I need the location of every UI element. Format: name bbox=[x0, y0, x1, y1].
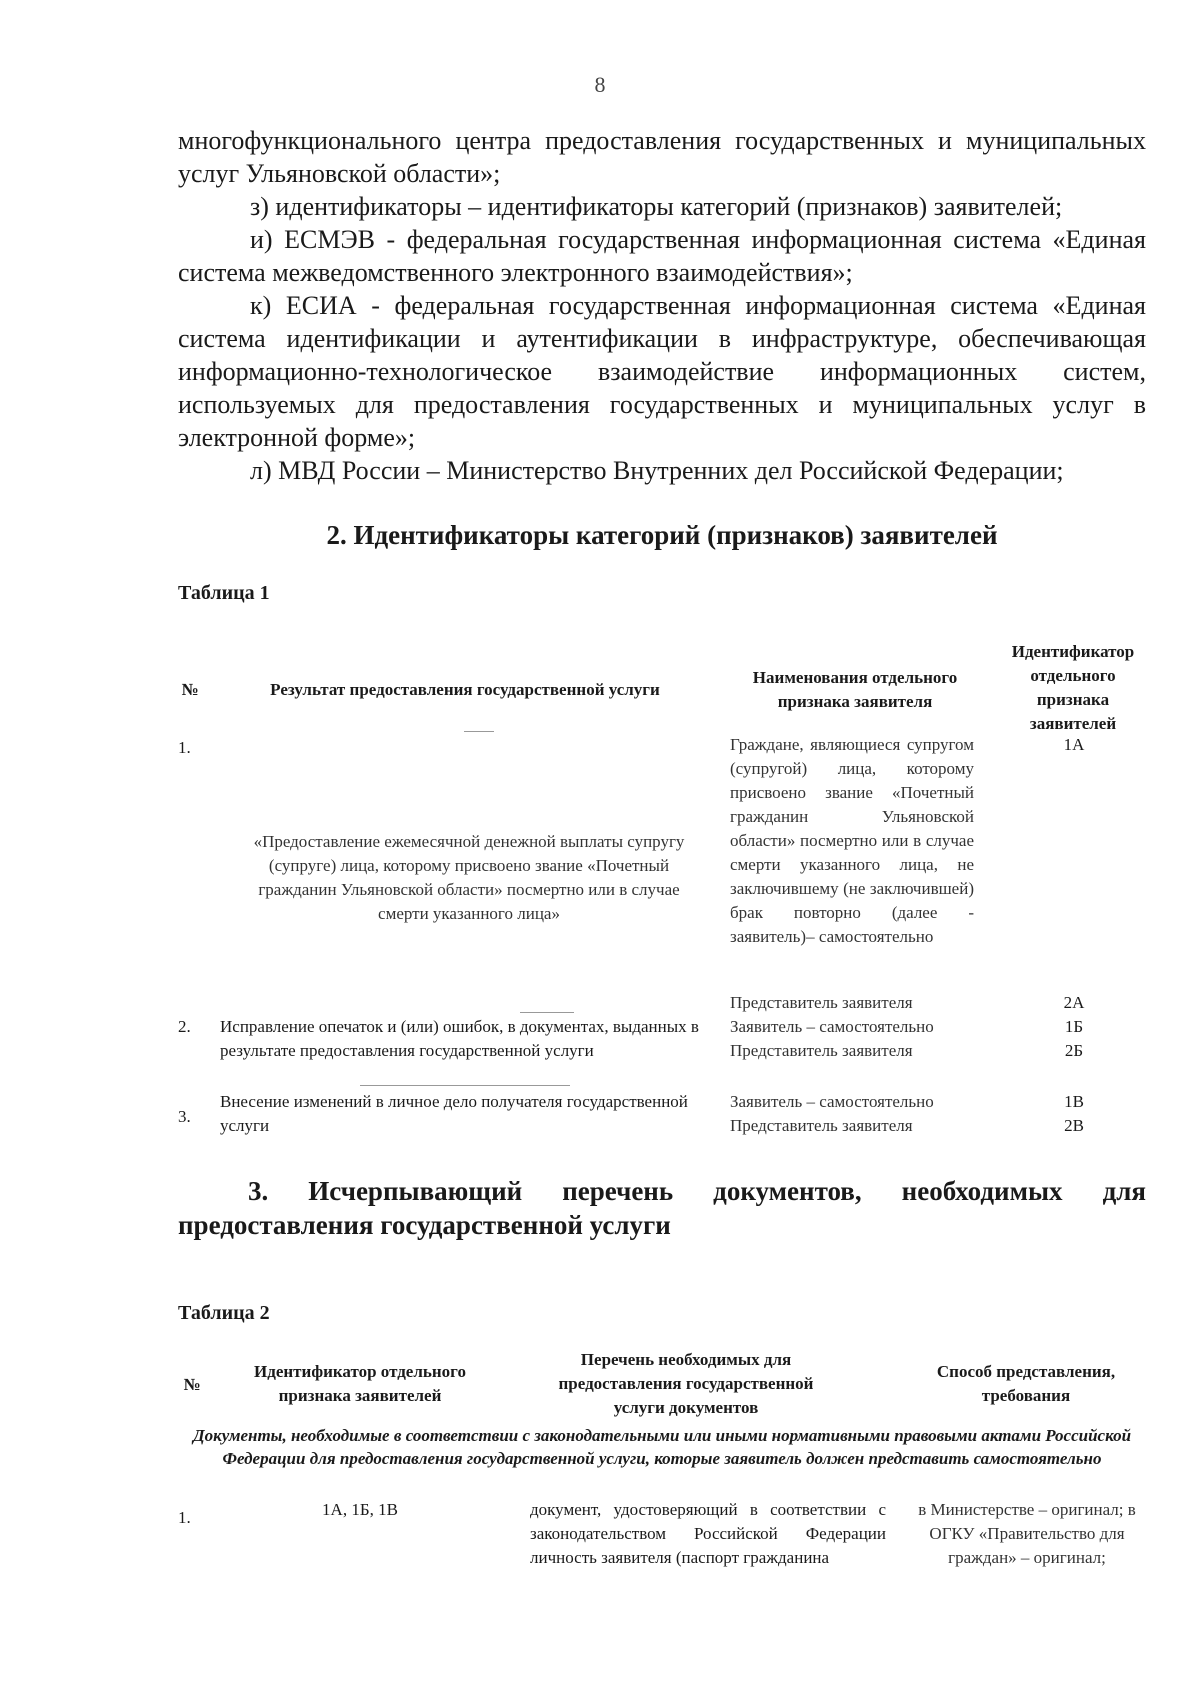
table1-row2-name1: Заявитель – самостоятельно bbox=[730, 1017, 934, 1036]
section-3-title-line2: предоставления государственной услуги bbox=[178, 1210, 671, 1240]
table2-row1-num: 1. bbox=[178, 1508, 191, 1527]
section-3-title-word: для bbox=[1102, 1176, 1146, 1206]
scan-rule bbox=[360, 1085, 570, 1086]
section-3-title-word: 3. bbox=[248, 1176, 269, 1206]
table1-row2-num: 2. bbox=[178, 1017, 191, 1036]
table1-row3-id1: 1В bbox=[1064, 1092, 1084, 1111]
table2-header-id: Идентификатор отдельного признака заявителей bbox=[254, 1362, 466, 1405]
table2-row1-method: в Министерстве – оригинал; в ОГКУ «Правительство для граждан» – оригинал; bbox=[918, 1500, 1136, 1567]
table1-row2-name2: Представитель заявителя bbox=[730, 1041, 913, 1060]
table1-row3-id2: 2В bbox=[1064, 1116, 1084, 1135]
table1-row1-num: 1. bbox=[178, 738, 191, 757]
table1-header-id: Идентификатор отдельного признака заявителей bbox=[1011, 642, 1135, 733]
table2-header-method: Способ представления, требования bbox=[936, 1362, 1116, 1405]
body-text bbox=[178, 124, 1146, 487]
table1-row3-name2: Представитель заявителя bbox=[730, 1116, 913, 1135]
paragraph: з) идентификаторы – идентификаторы категорий (признаков) заявителей; bbox=[250, 192, 1063, 221]
table2-header-docs: Перечень необходимых для предоставления государственной услуги документов bbox=[558, 1350, 814, 1417]
section-3-title bbox=[178, 1174, 1146, 1242]
table1-header-name: Наименования отдельного признака заявителя bbox=[752, 668, 958, 711]
table1-row1-name2: Представитель заявителя bbox=[730, 993, 913, 1012]
table1-row1-id1: 1А bbox=[1063, 735, 1085, 754]
scan-rule bbox=[464, 731, 494, 732]
table2-section-heading: Документы, необходимые в соответствии с законодательными или иными нормативными правовыми актами Российской Федерации для предоставления государственной услуги, которые заявитель должен представить самостоятельно bbox=[192, 1426, 1132, 1468]
table-2-label: Таблица 2 bbox=[178, 1302, 270, 1324]
table2-row1-doc: документ, удостоверяющий в соответствии с законодательством Российской Федерации личность заявителя (паспорт гражданина bbox=[530, 1500, 886, 1567]
paragraph: л) МВД России – Министерство Внутренних дел Российской Федерации; bbox=[250, 456, 1064, 485]
paragraph: к) ЕСИА - федеральная государственная информационная система «Единая система идентификации и аутентификации в инфраструктуре, обеспечивающая информационно-технологическое взаимодействие информационных систем, используемых для предоставления государственных и муниципальных услуг в электронной форме»; bbox=[178, 291, 1146, 452]
paragraph: и) ЕСМЭВ - федеральная государственная информационная система «Единая система межведомственного электронного взаимодействия»; bbox=[178, 225, 1146, 287]
table2-row1-id: 1А, 1Б, 1В bbox=[322, 1500, 398, 1519]
section-2-title: 2. Идентификаторы категорий (признаков) заявителей bbox=[326, 520, 998, 550]
table1-row3-name1: Заявитель – самостоятельно bbox=[730, 1092, 934, 1111]
page-number: 8 bbox=[594, 72, 606, 97]
table2-header-num: № bbox=[183, 1375, 201, 1394]
table1-header-num: № bbox=[181, 680, 199, 699]
table1-row2-id2: 2Б bbox=[1064, 1041, 1084, 1060]
table1-row2-id1: 1Б bbox=[1064, 1017, 1084, 1036]
section-3-title-word: перечень bbox=[562, 1176, 674, 1206]
table1-row1-name1: Граждане, являющиеся супругом (супругой) лица, которому присвоено звание «Почетный гражданин Ульяновской области» посмертно или в случае смерти указанного лица, не заключившему (не заключившей) брак повторно (далее - заявитель)– самостоятельно bbox=[730, 735, 974, 946]
paragraph: многофункционального центра предоставления государственных и муниципальных услуг Ульяновской области»; bbox=[178, 126, 1146, 188]
section-3-title-word: необходимых bbox=[901, 1176, 1063, 1206]
table1-row1-id2: 2А bbox=[1063, 993, 1085, 1012]
table1-row2-result: Исправление опечаток и (или) ошибок, в документах, выданных в результате предоставления государственной услуги bbox=[220, 1017, 699, 1060]
section-3-title-word: документов, bbox=[713, 1176, 862, 1206]
table1-row1-result: «Предоставление ежемесячной денежной выплаты супругу (супруге) лица, которому присвоено звание «Почетный гражданин Ульяновской области» посмертно или в случае смерти указанного лица» bbox=[253, 832, 685, 923]
table1-header-result: Результат предоставления государственной услуги bbox=[270, 680, 660, 699]
table-1-label: Таблица 1 bbox=[178, 582, 270, 604]
table1-row3-result: Внесение изменений в личное дело получателя государственной услуги bbox=[220, 1092, 688, 1135]
scan-rule bbox=[520, 1012, 574, 1013]
section-3-title-word: Исчерпывающий bbox=[308, 1176, 523, 1206]
table1-row3-num: 3. bbox=[178, 1107, 191, 1126]
